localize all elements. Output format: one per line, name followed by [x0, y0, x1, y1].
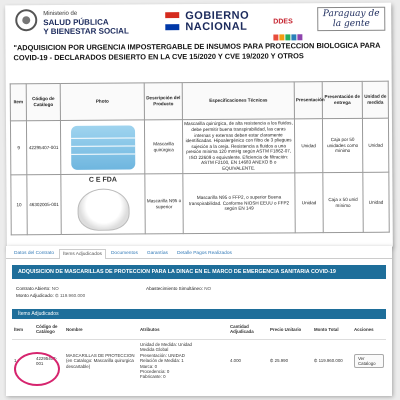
tab-detalle-pagos[interactable]: Detalle Pagos Realizados — [176, 251, 232, 256]
unit-price: ₲ 25.990 — [270, 358, 289, 364]
tab-garantias[interactable]: Garantías — [146, 251, 168, 256]
slogan-logo: Paraguay de la gente — [317, 7, 385, 31]
spec-col-item: Item — [10, 84, 26, 121]
quantity: 4.000 — [230, 358, 241, 364]
tab-items-adjudicados[interactable]: Ítems Adjudicados — [59, 249, 106, 259]
item-number: 10 — [11, 175, 27, 235]
spec-col-unit: Unidad de medida — [362, 81, 388, 118]
highlight-circle — [14, 352, 60, 386]
unit-of-measure: Unidad — [363, 172, 389, 232]
surgical-mask-image — [70, 125, 134, 169]
attribute: Relación de Medida: 1 — [140, 358, 184, 364]
item-number: 9 — [10, 121, 26, 175]
spec-col-photo: Photo — [60, 83, 144, 121]
actions-cell — [352, 340, 386, 382]
n95-mask-image — [77, 189, 129, 231]
spec-col-specs: Especificaciones Técnicas — [182, 82, 294, 120]
delivery-presentation: Caja x 50 unid mínimo — [323, 172, 363, 232]
paraguay-flag-icon — [165, 12, 179, 30]
delivery-presentation: Caja por 50 unidades como mínimo — [322, 118, 362, 172]
contrato-abierto-label: Contrato Abierto: — [16, 286, 51, 291]
ministry-line2: Y BIENESTAR SOCIAL — [43, 26, 129, 37]
spec-col-description: Descripción del Producto — [144, 83, 182, 120]
ministry-prefix: Ministerio de — [43, 10, 78, 18]
abastecimiento-value: NO — [204, 286, 212, 291]
col-code: Código de Catálogo — [34, 319, 64, 340]
ver-catalogo-button[interactable]: Ver Catalogo — [354, 354, 384, 369]
abastecimiento-label: Abastecimiento Simultáneo: — [146, 286, 203, 291]
unit-of-measure: Unidad — [362, 118, 388, 172]
scanned-document — [5, 3, 393, 250]
col-unit-price: Precio Unitario — [268, 319, 312, 340]
attribute: Unidad de Medida: Unidad — [140, 342, 192, 347]
items-table — [12, 319, 386, 382]
items-header-row — [12, 319, 386, 340]
product-description: Mascarilla N95 o superior — [145, 174, 183, 234]
catalog-code: 42295407-001 — [26, 120, 60, 174]
letterhead — [5, 3, 391, 40]
product-description: Mascarilla quirúrgica — [144, 120, 182, 174]
tab-documentos[interactable]: Documentos — [110, 251, 138, 256]
col-quantity: Cantidad Adjudicada — [228, 319, 268, 340]
col-actions: Acciones — [352, 319, 386, 340]
abastecimiento-simultaneo — [146, 285, 211, 292]
technical-specs: Mascarilla quirúrgica, de alta resistencia a los fluidos, debe permitir buena transpirabilidad, las caras internas y externas deben estar claramente identificadas. Hipoalergénico con filtro de 3 pliegues sujeción a la oreja. Resistencia a fluidos a una presión mínima 120 mmHg según ASTM F1862-07, ISO 22609 o equivalente. Eficiencia de filtración: ASTM F2100, EN 14683 ANEXO B o EQUIVALENTE. — [182, 119, 294, 174]
item-number: 1 — [14, 358, 17, 364]
tab-datos-contrato[interactable]: Datos del Contrato — [14, 251, 54, 256]
attribute: Marca: 0 — [140, 363, 158, 369]
items-section-title: Ítems Adjudicados — [12, 309, 386, 319]
product-photo — [60, 120, 144, 175]
presentation: Unidad — [295, 173, 323, 233]
gobierno-nacional-logo — [185, 11, 249, 33]
attribute: Procedencia: 0 — [140, 369, 170, 375]
table-row — [11, 172, 389, 235]
attribute: Medida Global — [140, 347, 169, 353]
product-photo — [61, 174, 145, 235]
spec-col-delivery: Presentación de entrega — [322, 81, 362, 118]
item-attributes — [138, 340, 228, 382]
attribute: Fabricante: 0 — [140, 374, 166, 380]
ministry-line1: SALUD PÚBLICA — [43, 17, 109, 28]
spec-header-row — [10, 81, 388, 121]
col-total: Monto Total — [312, 319, 352, 340]
contrato-abierto-value: NO — [51, 286, 59, 291]
ministry-seal-icon — [15, 9, 37, 31]
spec-col-code: Código de Catálogo — [26, 83, 60, 120]
catalog-code: 42295407-001 — [36, 355, 57, 366]
col-name: Nombre — [64, 319, 138, 340]
monto-adjudicado — [16, 292, 382, 299]
monto-label: Monto Adjudicado: — [16, 293, 54, 298]
col-attributes: Atributos — [138, 319, 228, 340]
item-name: MASCARILLAS DE PROTECCION (en Catalogo: Mascarilla quirurgica descartable) — [66, 352, 135, 369]
spec-col-presentation: Presentación — [294, 82, 322, 119]
ce-fda-marks: C E FDA — [88, 176, 117, 184]
gobierno-line2: NACIONAL — [185, 20, 248, 34]
table-row — [12, 340, 386, 382]
attribute: Presentación: UNIDAD — [140, 352, 185, 358]
spec-table — [10, 81, 390, 236]
technical-specs: Mascarilla N95 o FFP2, o superior Buena transpirabilidad. Conforme NIOSH EEUU o FFP2 según EN 149 — [183, 173, 295, 234]
tab-bar — [6, 246, 392, 259]
col-item: Ítem — [12, 319, 34, 340]
presentation: Unidad — [294, 119, 322, 173]
ddes-mark: DDES — [273, 18, 293, 26]
gobierno-line1: GOBIERNO — [185, 9, 250, 23]
contract-meta — [16, 285, 382, 305]
ministry-name — [43, 10, 129, 36]
contract-web-panel — [6, 246, 392, 396]
flag-stripe-blue — [165, 24, 179, 30]
table-row — [10, 118, 388, 175]
monto-value: ₲ 119.960.000 — [55, 293, 86, 298]
color-blocks-icon — [273, 27, 309, 33]
contract-banner-title: ADQUISICION DE MASCARILLAS DE PROTECCION PARA LA DINAC EN EL MARCO DE EMERGENCIA SANITARIA COVID-19 — [12, 265, 386, 279]
document-title: "ADQUISICION POR URGENCIA IMPOSTERGABLE DE INSUMOS PARA PROTECCION BIOLOGICA PARA COVID-19 - DECLARADOS DESIERTO EN LA CVE 15/2020 Y CVE 19/2020 Y OTROS — [13, 40, 381, 63]
total-amount: ₲ 119.960.000 — [314, 358, 343, 364]
catalog-code: 46302005-001 — [27, 174, 61, 234]
